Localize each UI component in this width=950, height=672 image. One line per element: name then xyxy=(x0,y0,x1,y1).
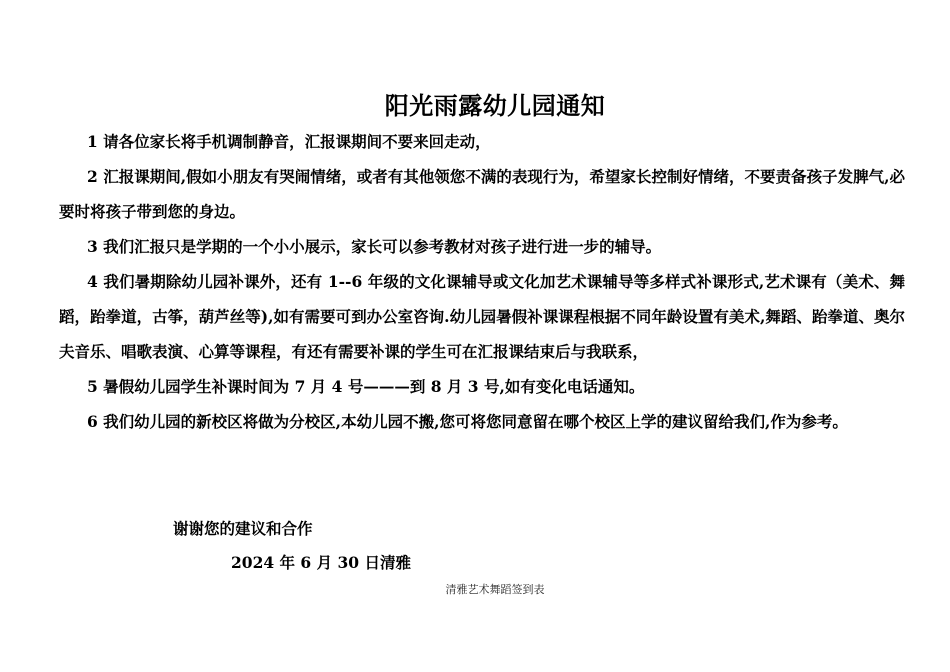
notice-item-1: 1 请各位家长将手机调制静音，汇报课期间不要来回走动， xyxy=(87,132,491,151)
notice-item-3: 3 我们汇报只是学期的一个小小展示，家长可以参考教材对孩子进行进一步的辅导。 xyxy=(87,237,662,256)
notice-item-4: 4 我们暑期除幼儿园补课外，还有 1--6 年级的文化课辅导或文化加艺术课辅导等多样式补课形式,艺术课有（美术、舞蹈，跆拳道，古筝，葫芦丝等),如有需要可到办公室咨询.幼儿园暑假补课课程根据不同年龄设置有美术,舞蹈、跆拳道、奥尔夫音乐、唱歌表演、心算等课程，有还有需要补课的学生可在汇报课结束后与我联系， xyxy=(59,272,905,361)
notice-item-5: 5 暑假幼儿园学生补课时间为 7 月 4 号———到 8 月 3 号,如有变化电话通知。 xyxy=(87,377,645,396)
notice-title: 阳光雨露幼儿园通知 xyxy=(384,92,606,120)
notice-body xyxy=(59,124,905,439)
footer-caption: 清雅艺术舞蹈签到表 xyxy=(445,583,545,596)
date-signature: 2024 年 6 月 30 日清雅 xyxy=(231,553,411,572)
thanks-line: 谢谢您的建议和合作 xyxy=(173,519,313,538)
notice-item-6: 6 我们幼儿园的新校区将做为分校区,本幼儿园不搬,您可将您同意留在哪个校区上学的建议留给我们,作为参考。 xyxy=(87,412,848,431)
notice-item-2: 2 汇报课期间,假如小朋友有哭闹情绪，或者有其他领您不满的表现行为，希望家长控制好情绪，不要责备孩子发脾气,必要时将孩子带到您的身边。 xyxy=(59,167,905,221)
